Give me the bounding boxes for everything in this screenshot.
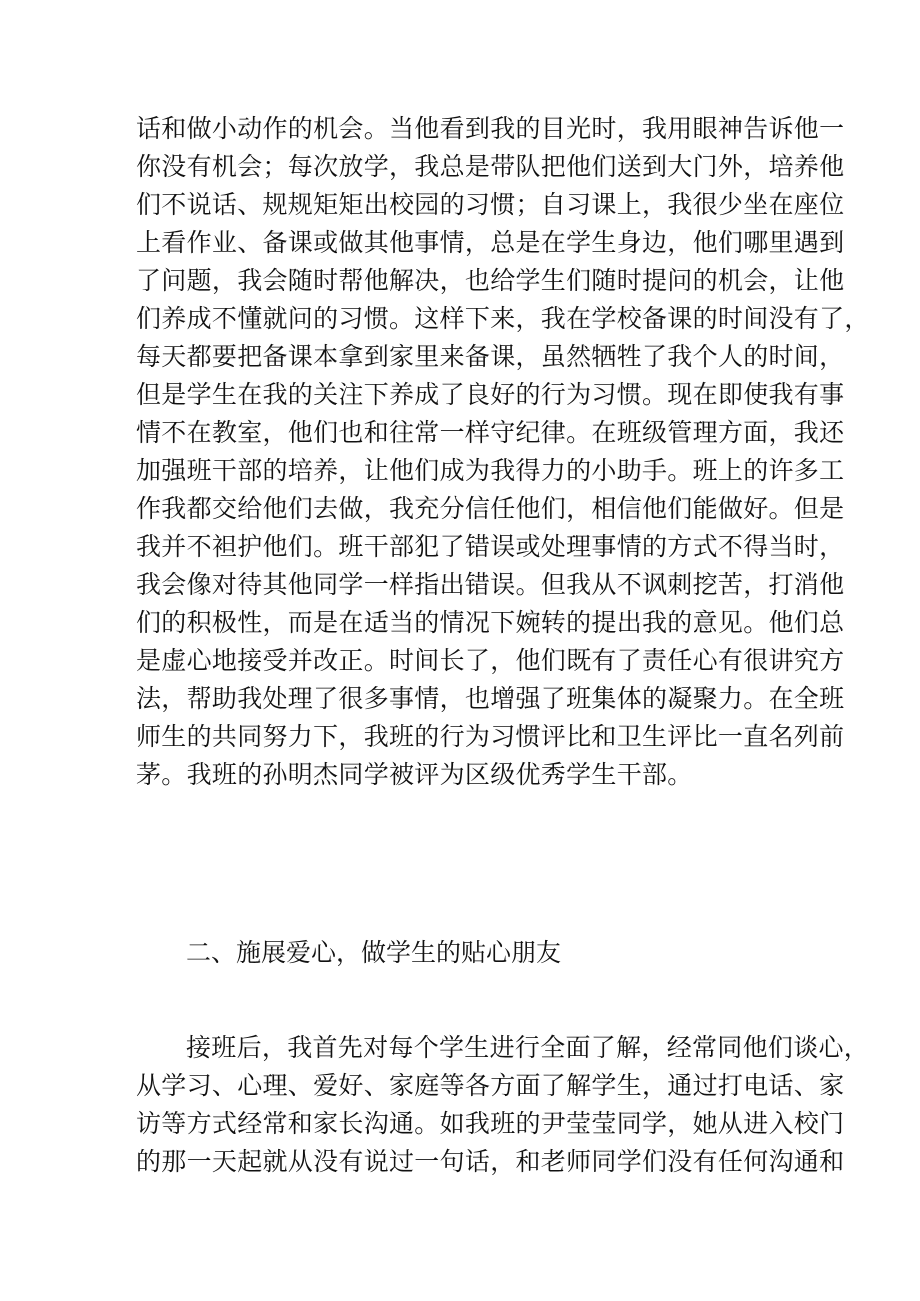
paragraph-line: 们的积极性，而是在适当的情况下婉转的提出我的意见。他们总 [136, 608, 845, 637]
paragraph-line: 法，帮助我处理了很多事情，也增强了班集体的凝聚力。在全班 [136, 684, 845, 713]
paragraph-line: 每天都要把备课本拿到家里来备课，虽然牺牲了我个人的时间， [136, 342, 845, 371]
paragraph-line: 话和做小动作的机会。当他看到我的目光时，我用眼神告诉他一 [136, 114, 845, 143]
paragraph-line: 上看作业、备课或做其他事情，总是在学生身边，他们哪里遇到 [136, 228, 845, 257]
paragraph-line: 访等方式经常和家长沟通。如我班的尹莹莹同学，她从进入校门 [136, 1109, 845, 1138]
paragraph-line: 的那一天起就从没有说过一句话，和老师同学们没有任何沟通和 [136, 1147, 845, 1176]
paragraph-line: 但是学生在我的关注下养成了良好的行为习惯。现在即使我有事 [136, 380, 845, 409]
paragraph-line: 们养成不懂就问的习惯。这样下来，我在学校备课的时间没有了， [136, 304, 870, 333]
paragraph-2 [136, 1029, 870, 1181]
paragraph-line: 从学习、心理、爱好、家庭等各方面了解学生，通过打电话、家 [136, 1071, 845, 1100]
paragraph-line: 我并不袒护他们。班干部犯了错误或处理事情的方式不得当时， [136, 532, 845, 561]
paragraph-line: 情不在教室，他们也和往常一样守纪律。在班级管理方面，我还 [136, 418, 845, 447]
paragraph-line: 了问题，我会随时帮他解决，也给学生们随时提问的机会，让他 [136, 266, 845, 295]
section-heading: 二、施展爱心，做学生的贴心朋友 [186, 938, 562, 967]
paragraph-line: 师生的共同努力下，我班的行为习惯评比和卫生评比一直名列前 [136, 722, 845, 751]
paragraph-line: 茅。我班的孙明杰同学被评为区级优秀学生干部。 [136, 760, 693, 789]
paragraph-line: 我会像对待其他同学一样指出错误。但我从不讽刺挖苦，打消他 [136, 570, 845, 599]
paragraph-1 [136, 110, 870, 794]
paragraph-line: 们不说话、规规矩矩出校园的习惯；自习课上，我很少坐在座位 [136, 190, 845, 219]
paragraph-line: 是虚心地接受并改正。时间长了，他们既有了责任心有很讲究方 [136, 646, 845, 675]
paragraph-line: 你没有机会；每次放学，我总是带队把他们送到大门外，培养他 [136, 152, 845, 181]
paragraph-line: 接班后，我首先对每个学生进行全面了解，经常同他们谈心， [186, 1033, 870, 1062]
paragraph-line: 加强班干部的培养，让他们成为我得力的小助手。班上的许多工 [136, 456, 845, 485]
paragraph-line: 作我都交给他们去做，我充分信任他们，相信他们能做好。但是 [136, 494, 845, 523]
